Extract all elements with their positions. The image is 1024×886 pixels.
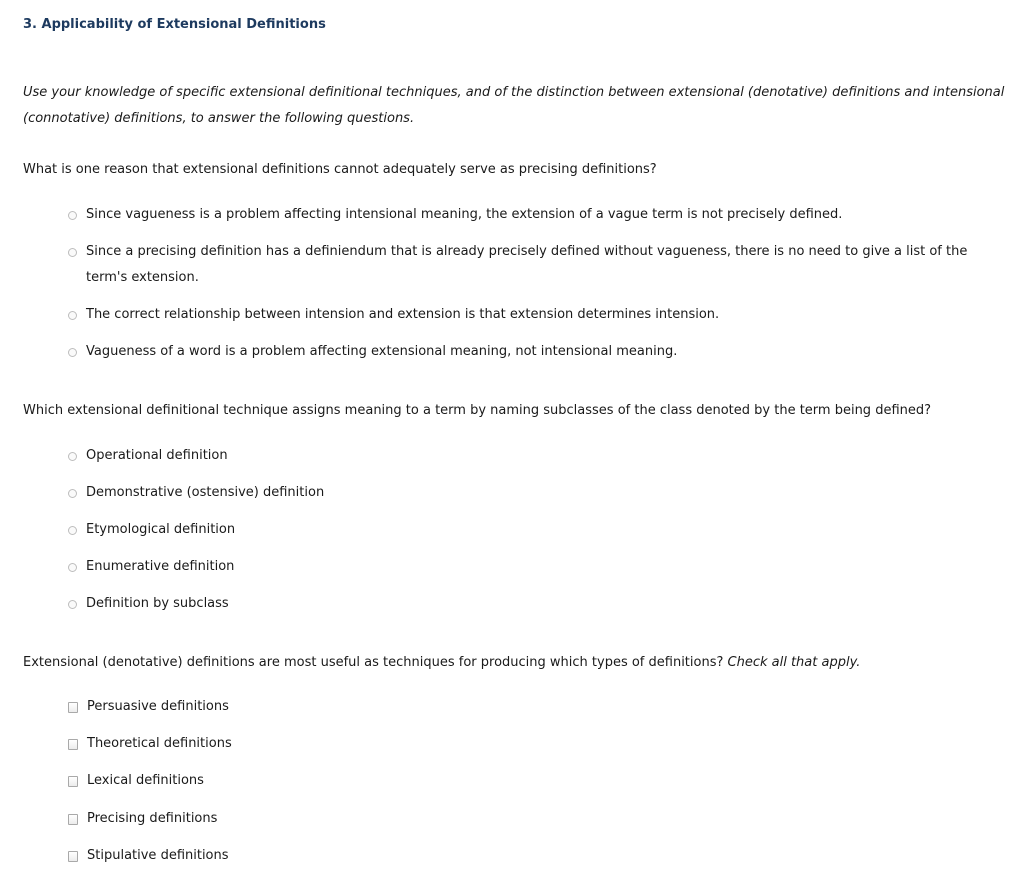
q2-option-4-label[interactable]: Enumerative definition bbox=[86, 559, 235, 574]
question-2-prompt: Which extensional definitional technique assigns meaning to a term by naming subclasses of the class denoted by the term being defined? bbox=[23, 403, 932, 418]
q3-option-1-checkbox[interactable] bbox=[68, 702, 78, 713]
q2-option-2-radio[interactable] bbox=[68, 489, 77, 498]
q1-option-2[interactable] bbox=[67, 239, 997, 291]
q1-option-4-radio[interactable] bbox=[68, 348, 77, 357]
q1-option-2-radio[interactable] bbox=[68, 248, 77, 257]
q2-option-1[interactable] bbox=[67, 443, 997, 469]
intro-instructions: Use your knowledge of specific extensional definitional techniques, and of the distinction between extensional (denotative) definitions and intensional (connotative) definitions, to answer the following questions. bbox=[23, 85, 1005, 126]
question-3-prompt-note: Check all that apply. bbox=[727, 655, 861, 670]
q3-option-2[interactable] bbox=[67, 731, 997, 757]
q1-option-1[interactable] bbox=[67, 202, 997, 228]
q3-option-3[interactable] bbox=[67, 768, 997, 794]
q3-option-3-label[interactable]: Lexical definitions bbox=[87, 773, 204, 788]
q1-option-4-label[interactable]: Vagueness of a word is a problem affecting extensional meaning, not intensional meaning. bbox=[86, 344, 678, 359]
q2-option-5-label[interactable]: Definition by subclass bbox=[86, 596, 229, 611]
q3-option-5-label[interactable]: Stipulative definitions bbox=[87, 848, 229, 863]
q1-option-4[interactable] bbox=[67, 339, 997, 365]
q1-option-3-radio[interactable] bbox=[68, 311, 77, 320]
q2-option-3-radio[interactable] bbox=[68, 526, 77, 535]
question-3-prompt-text: Extensional (denotative) definitions are most useful as techniques for producing which types of definitions? bbox=[23, 655, 724, 670]
q3-option-1[interactable] bbox=[67, 694, 997, 720]
q2-option-4-radio[interactable] bbox=[68, 563, 77, 572]
q2-option-1-radio[interactable] bbox=[68, 452, 77, 461]
q2-option-4[interactable] bbox=[67, 554, 997, 580]
q1-option-3[interactable] bbox=[67, 302, 997, 328]
q3-option-5-checkbox[interactable] bbox=[68, 851, 78, 862]
q2-option-2[interactable] bbox=[67, 480, 997, 506]
q3-option-4-checkbox[interactable] bbox=[68, 814, 78, 825]
q1-option-1-label[interactable]: Since vagueness is a problem affecting intensional meaning, the extension of a vague term is not precisely defined. bbox=[86, 207, 843, 222]
q2-option-5-radio[interactable] bbox=[68, 600, 77, 609]
q3-option-4[interactable] bbox=[67, 806, 997, 832]
page-title: 3. Applicability of Extensional Definitions bbox=[23, 17, 326, 32]
q2-option-5[interactable] bbox=[67, 591, 997, 617]
q1-option-3-label[interactable]: The correct relationship between intension and extension is that extension determines intension. bbox=[86, 307, 720, 322]
q3-option-2-label[interactable]: Theoretical definitions bbox=[87, 736, 232, 751]
q1-option-1-radio[interactable] bbox=[68, 211, 77, 220]
q2-option-2-label[interactable]: Demonstrative (ostensive) definition bbox=[86, 485, 325, 500]
q3-option-5[interactable] bbox=[67, 843, 997, 869]
q3-option-2-checkbox[interactable] bbox=[68, 739, 78, 750]
q2-option-3-label[interactable]: Etymological definition bbox=[86, 522, 236, 537]
q1-option-2-label[interactable]: Since a precising definition has a definiendum that is already precisely defined without vagueness, there is no need to give a list of the term's extension. bbox=[86, 244, 968, 285]
q3-option-1-label[interactable]: Persuasive definitions bbox=[87, 699, 229, 714]
q3-option-4-label[interactable]: Precising definitions bbox=[87, 811, 218, 826]
q3-option-3-checkbox[interactable] bbox=[68, 776, 78, 787]
q2-option-3[interactable] bbox=[67, 517, 997, 543]
question-3-prompt bbox=[23, 654, 860, 672]
question-1-prompt: What is one reason that extensional definitions cannot adequately serve as precising definitions? bbox=[23, 162, 657, 177]
q2-option-1-label[interactable]: Operational definition bbox=[86, 448, 228, 463]
